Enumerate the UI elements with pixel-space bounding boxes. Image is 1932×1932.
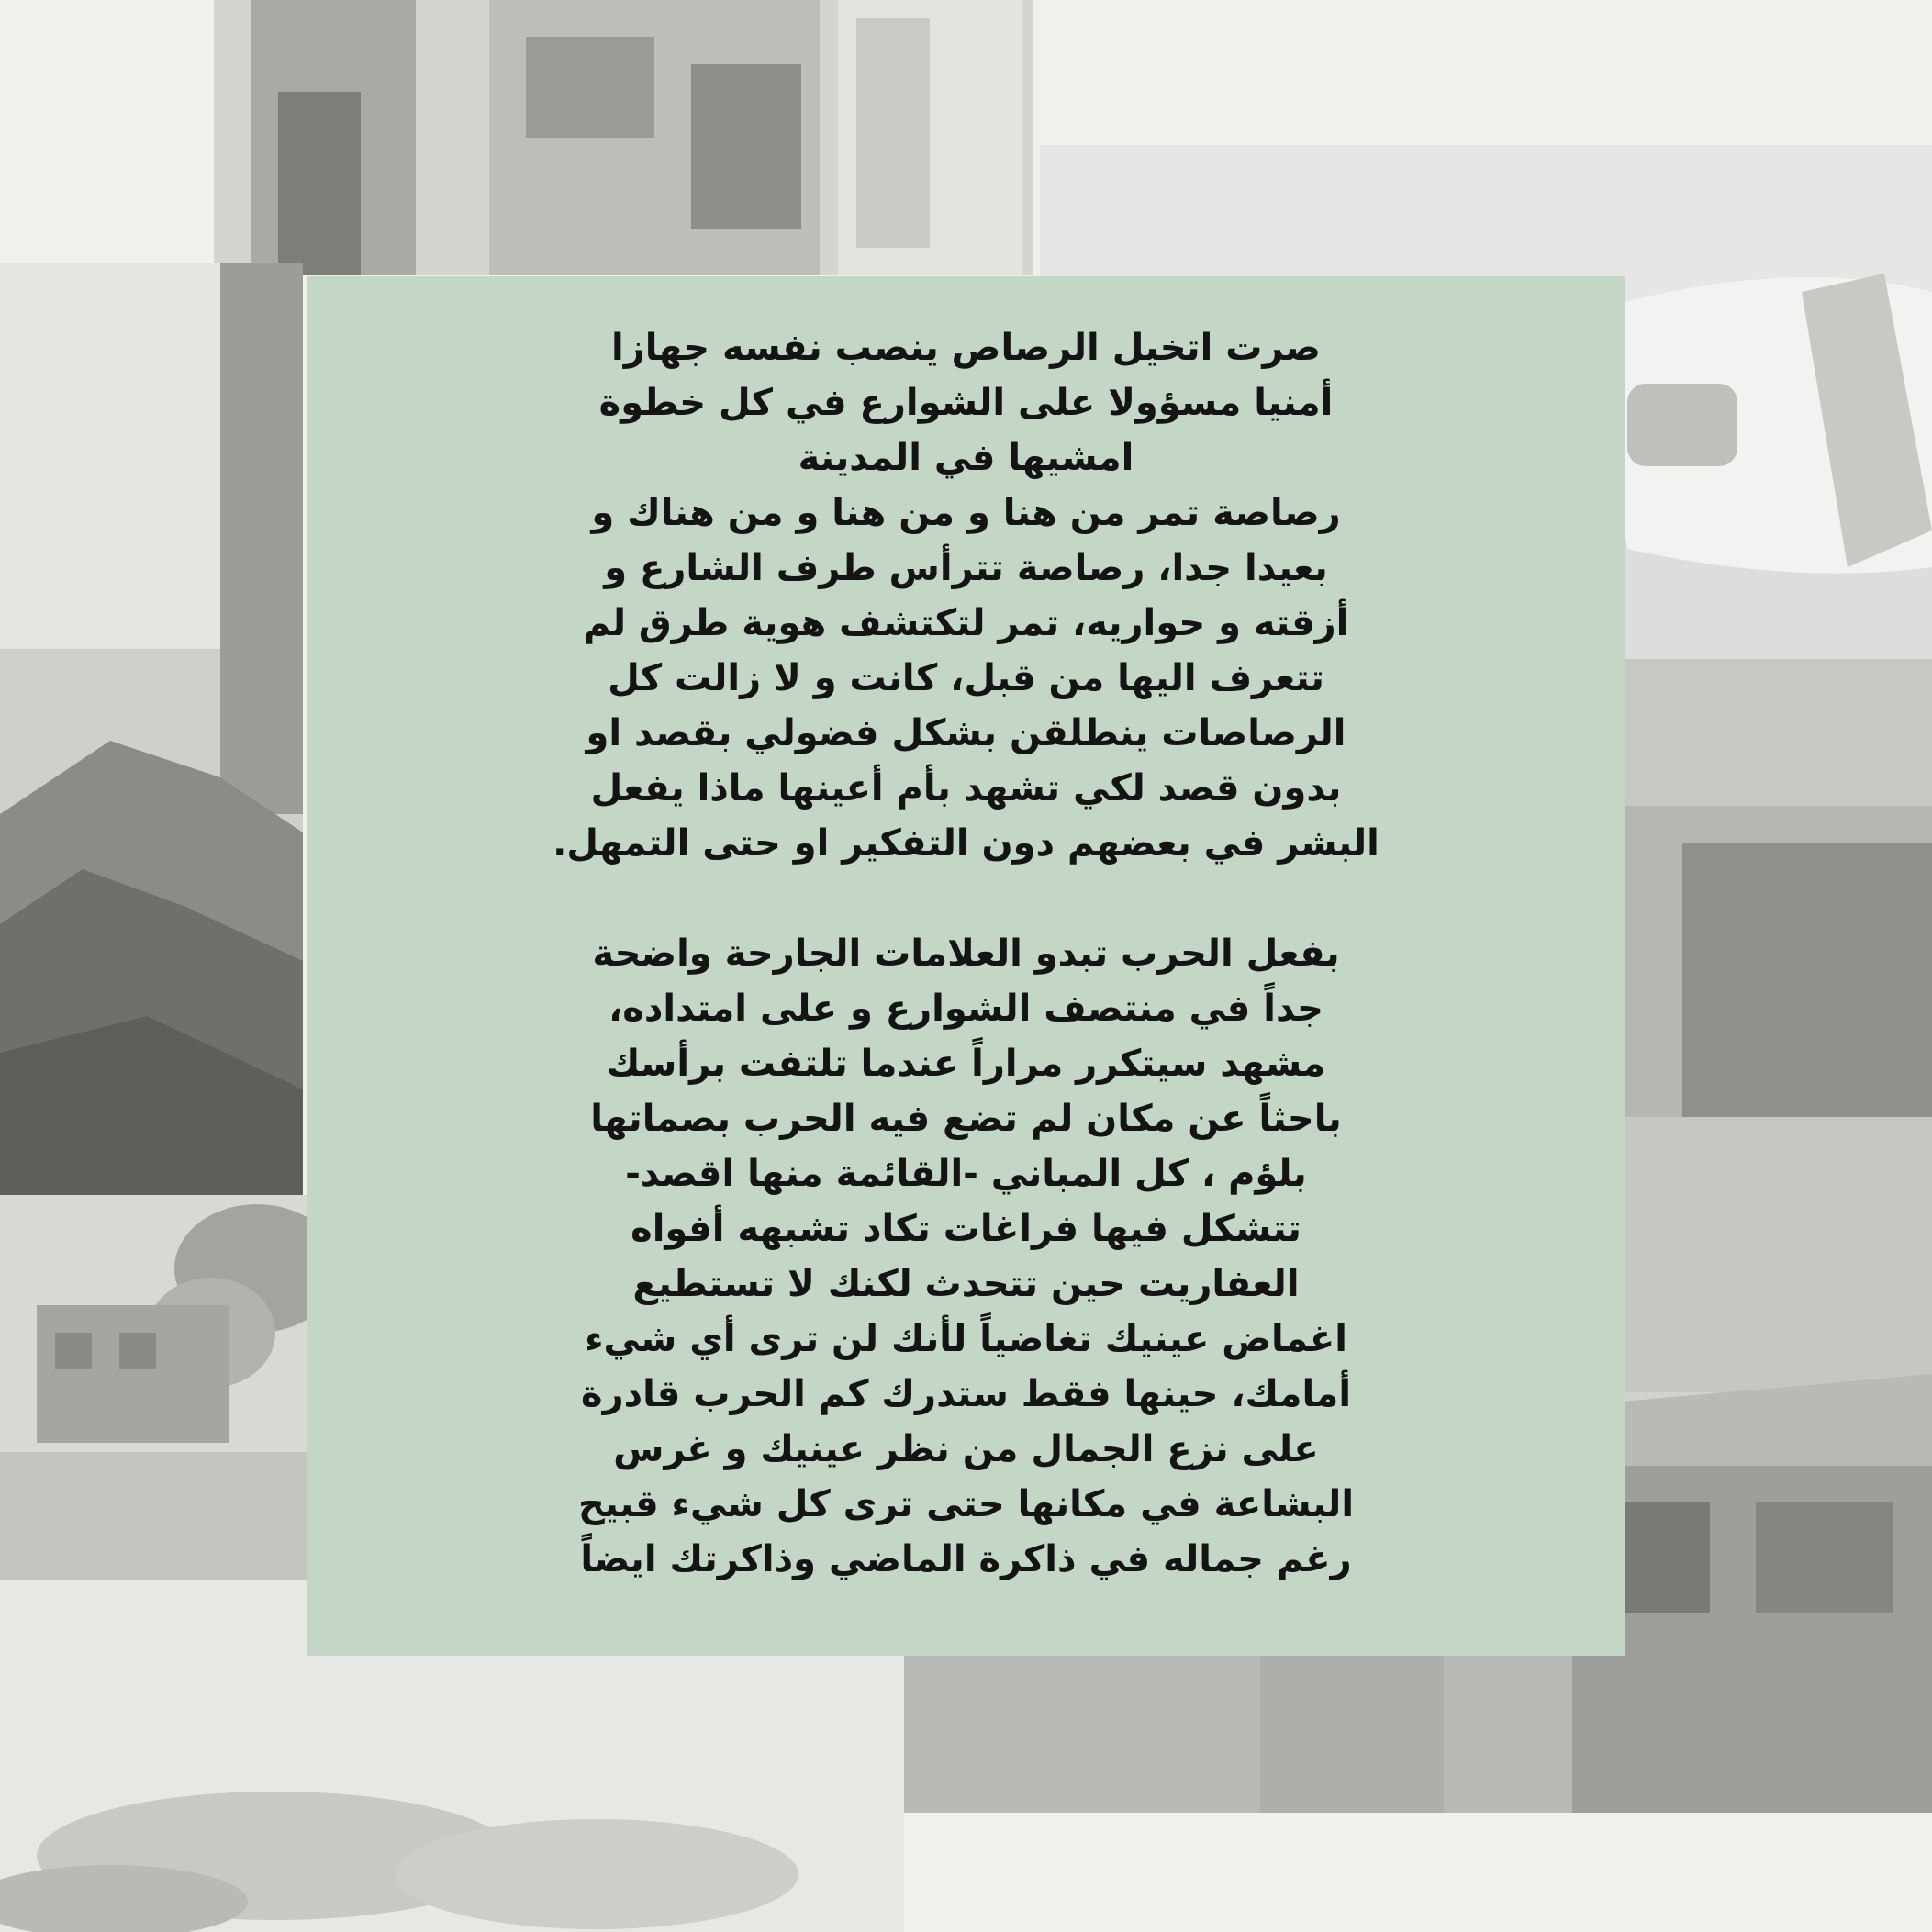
smoke-over-buildings-photo <box>0 1195 310 1580</box>
destroyed-street-photo <box>0 263 303 1195</box>
ruined-building-photo <box>214 0 1033 275</box>
poem-stanza-2: بفعل الحرب تبدو العلامات الجارحة واضحة جداً في منتصف الشوارع و على امتداده، مشهد سيتكرر مراراً عندما تلتفت برأسك باحثاً عن مكان لم تضع فيه الحرب بصماتها بلؤم ، كل المباني -القائمة منها اقصد- تتشكل فيها فراغات تكاد تشبهه أفواه العفاريت حين تتحدث لكنك لا تستطيع اغماض عينيك تغاضياً لأنك لن ترى أي شيء أمامك، حينها فقط ستدرك كم الحرب قادرة على نزع الجمال من نظر عينيك و غرس البشاعة في مكانها حتى ترى كل شيء قبيح رغم جماله في ذاكرة الماضي وذاكرتك ايضاً <box>577 932 1355 1580</box>
poem-stanza-1: صرت اتخيل الرصاص ينصب نفسه جهازا أمنيا مسؤولا على الشوارع في كل خطوة امشيها في المدينة رصاصة تمر من هنا و من هنا و من هناك و بعيدا جدا، رصاصة تترأس طرف الشارع و أزقته و حواريه، تمر لتكتشف هوية طرق لم تتعرف اليها من قبل، كانت و لا زالت كل الرصاصات ينطلقن بشكل فضولي بقصد او بدون قصد لكي تشهد بأم أعينها ماذا يفعل البشر في بعضهم دون التفكير او حتى التمهل. <box>553 327 1379 865</box>
poem-panel <box>307 276 1625 1656</box>
